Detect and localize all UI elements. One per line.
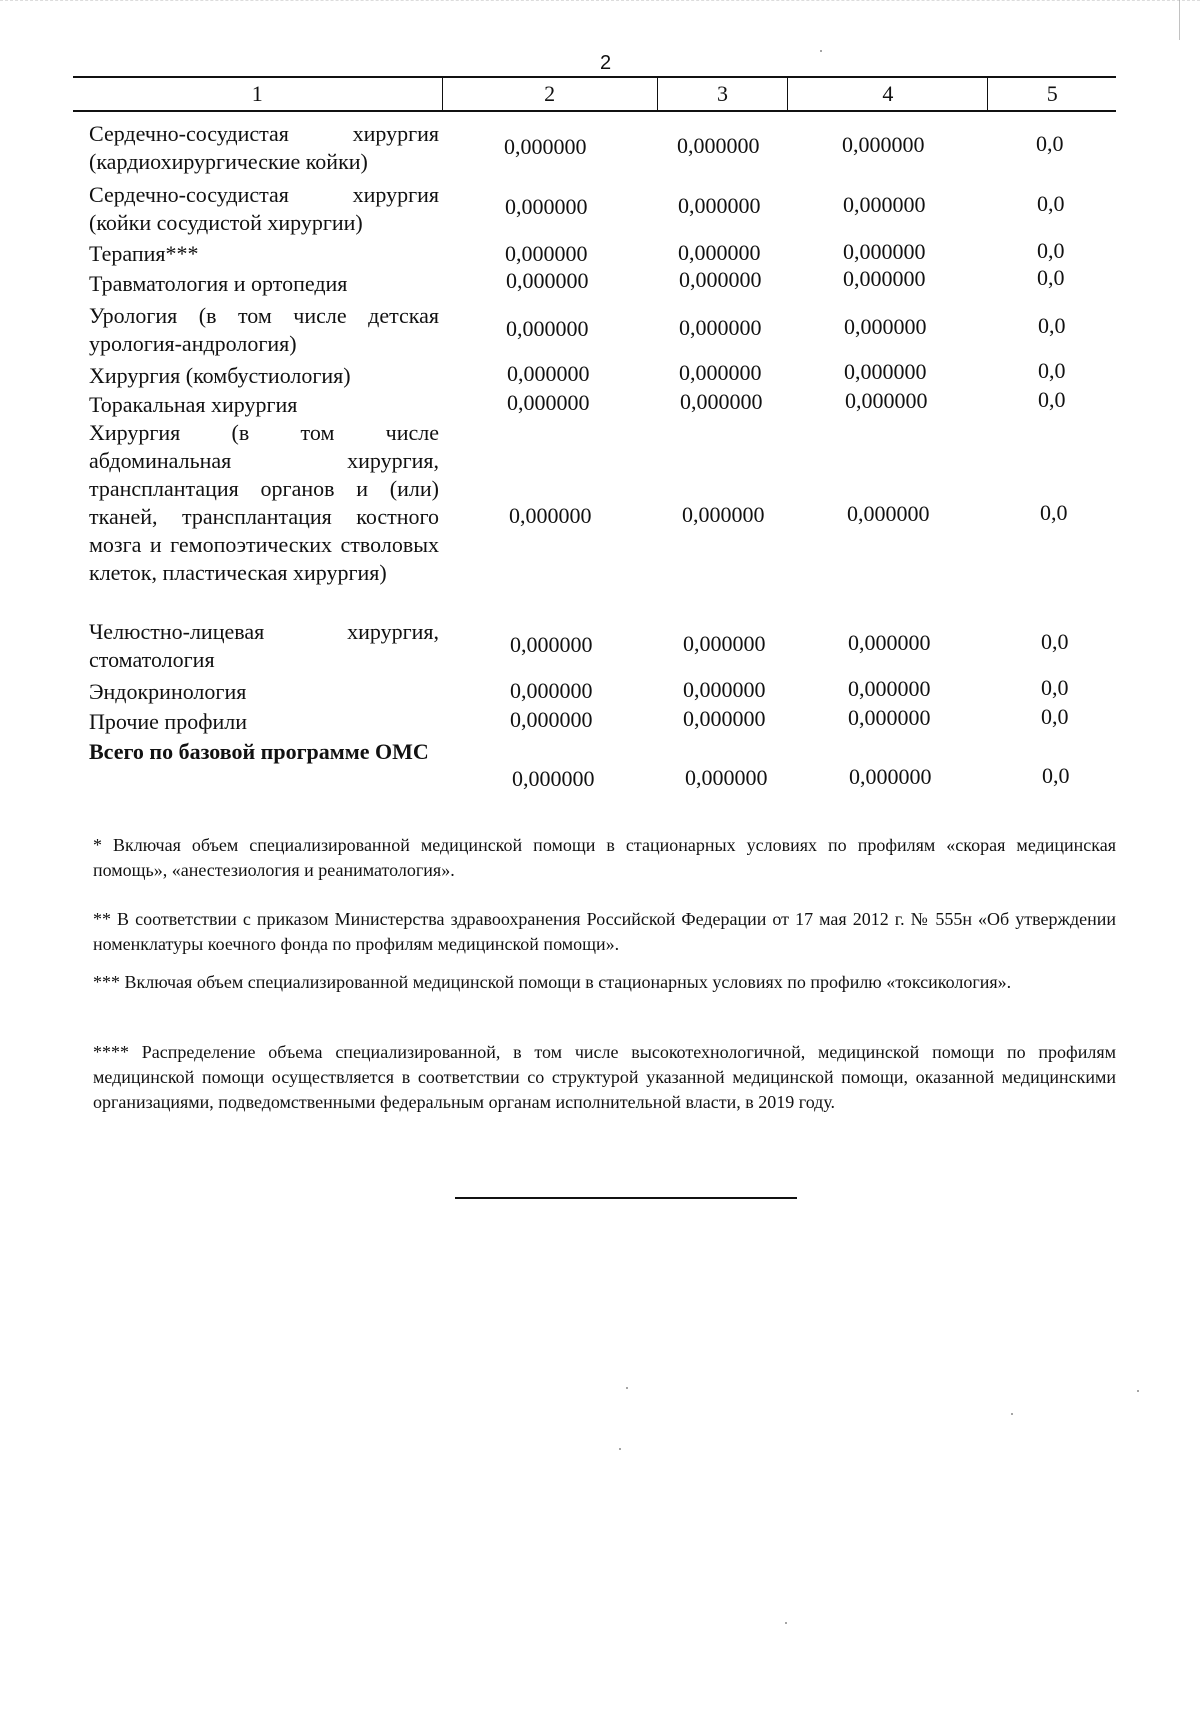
cell-col3: 0,000000 [683,631,766,656]
cell-col2: 0,000000 [507,390,590,415]
cell-col5: 0,0 [1041,704,1069,729]
cell-col5: 0,0 [1040,500,1068,525]
row-label: Эндокринология [89,679,247,704]
cell-col3: 0,000000 [678,240,761,265]
row-label: Прочие профили [89,709,247,734]
row-label: Травматология и ортопедия [89,271,348,296]
cell-col4: 0,000000 [845,388,928,413]
row-label: Челюстно-лицевая хирургия, стоматология [89,619,439,672]
column-header-2: 2 [442,77,657,111]
cell-col4: 0,000000 [848,630,931,655]
footnote-3: *** Включая объем специализированной медицинской помощи в стационарных условиях по профилю «токсикология». [93,972,1012,992]
scan-speck [626,1387,628,1389]
page-number: 2 [600,52,612,74]
cell-col2: 0,000000 [505,194,588,219]
scan-speck [820,50,822,52]
cell-col2: 0,000000 [510,678,593,703]
column-header-4: 4 [788,77,988,111]
scan-edge-right [1179,0,1180,40]
column-header-5: 5 [988,77,1116,111]
cell-col2: 0,000000 [510,707,593,732]
closing-rule [455,1197,797,1199]
cell-col2: 0,000000 [509,503,592,528]
cell-col2: 0,000000 [504,134,587,159]
cell-col3: 0,000000 [685,765,768,790]
footnote-2: ** В соответствии с приказом Министерства здравоохранения Российской Федерации от 17 мая 2012 г. № 555н «Об утверждении номенклатуры коечного фонда по профилям медицинской помощи». [93,909,1116,954]
cell-col2: 0,000000 [512,766,595,791]
row-label: Хирургия (в том числе абдоминальная хирургия, трансплантация органов и (или) тканей, трансплантация костного мозга и гемопоэтических стволовых клеток, пластическая хирургия) [89,420,439,585]
cell-col3: 0,000000 [683,677,766,702]
cell-col3: 0,000000 [680,389,763,414]
scan-edge-top [0,0,1200,3]
table-header [73,76,1116,112]
cell-col2: 0,000000 [507,361,590,386]
cell-col5: 0,0 [1041,675,1069,700]
cell-col4: 0,000000 [844,314,927,339]
row-label-total: Всего по базовой программе ОМС [89,739,429,764]
cell-col5: 0,0 [1037,191,1065,216]
cell-col5: 0,0 [1042,763,1070,788]
cell-col4: 0,000000 [848,676,931,701]
column-header-1: 1 [73,77,442,111]
row-label: Торакальная хирургия [89,392,298,417]
cell-col2: 0,000000 [506,316,589,341]
cell-col5: 0,0 [1037,265,1065,290]
cell-col4: 0,000000 [843,192,926,217]
cell-col3: 0,000000 [679,360,762,385]
column-header-3: 3 [657,77,788,111]
cell-col3: 0,000000 [679,315,762,340]
row-label: Сердечно-сосудистая хирургия (кардиохирургические койки) [89,121,439,174]
row-label: Урология (в том числе детская урология-андрология) [89,303,439,356]
row-label: Хирургия (комбустиология) [89,363,351,388]
cell-col3: 0,000000 [679,267,762,292]
cell-col3: 0,000000 [682,502,765,527]
cell-col2: 0,000000 [510,632,593,657]
cell-col3: 0,000000 [683,706,766,731]
scan-speck [1137,1390,1139,1392]
cell-col4: 0,000000 [848,705,931,730]
footnote-1: * Включая объем специализированной медицинской помощи в стационарных условиях по профилям «скорая медицинская помощь», «анестезиология и реаниматология». [93,835,1116,880]
cell-col3: 0,000000 [677,133,760,158]
cell-col5: 0,0 [1041,629,1069,654]
cell-col4: 0,000000 [843,239,926,264]
cell-col4: 0,000000 [843,266,926,291]
cell-col2: 0,000000 [505,241,588,266]
cell-col4: 0,000000 [847,501,930,526]
cell-col5: 0,0 [1038,358,1066,383]
cell-col2: 0,000000 [506,268,589,293]
cell-col4: 0,000000 [842,132,925,157]
cell-col5: 0,0 [1037,238,1065,263]
scan-speck [1011,1413,1013,1415]
cell-col5: 0,0 [1038,387,1066,412]
cell-col3: 0,000000 [678,193,761,218]
row-label: Терапия*** [89,241,199,266]
scan-speck [619,1448,621,1450]
cell-col4: 0,000000 [849,764,932,789]
cell-col5: 0,0 [1038,313,1066,338]
cell-col4: 0,000000 [844,359,927,384]
cell-col5: 0,0 [1036,131,1064,156]
scan-speck [785,1622,787,1624]
footnote-4: **** Распределение объема специализированной, в том числе высокотехнологичной, медицинской помощи по профилям медицинской помощи осуществляется в соответствии со структурой указанной медицинской помощи, оказанной медицинскими организациями, подведомственными федеральным органам исполнительной власти, в 2019 году. [93,1042,1116,1112]
row-label: Сердечно-сосудистая хирургия (койки сосудистой хирургии) [89,182,439,235]
